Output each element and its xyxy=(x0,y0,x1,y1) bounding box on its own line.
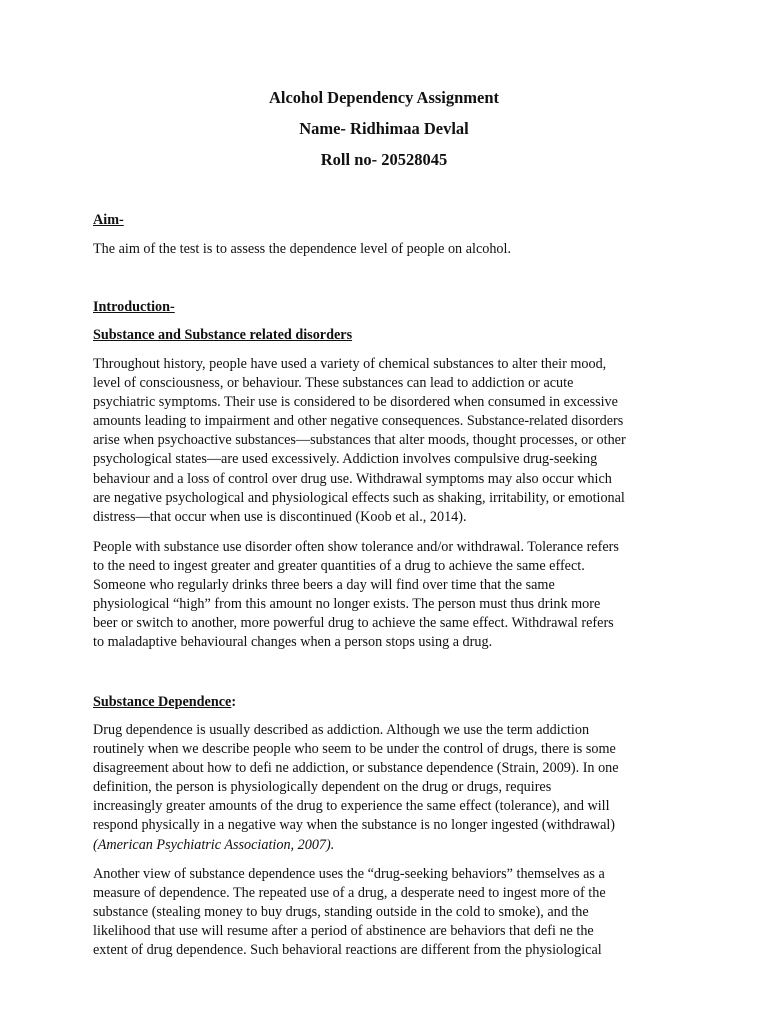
substance-dependence-heading xyxy=(93,693,236,711)
citation-line: (American Psychiatric Association, 2007). xyxy=(93,836,335,853)
dependence-paragraph-2 xyxy=(93,865,683,960)
paragraph-line: People with substance use disorder often show tolerance and/or withdrawal. Tolerance refers xyxy=(93,539,619,555)
paragraph-line: arise when psychoactive substances—substances that alter moods, thought processes, or other xyxy=(93,432,626,449)
aim-heading xyxy=(93,211,124,229)
substance-dependence-heading-colon: : xyxy=(231,694,237,710)
paragraph-line: Drug dependence is usually described as addiction. Although we use the term addiction xyxy=(93,722,590,738)
paragraph-line: likelihood that use will resume after a period of abstinence are behaviors that defi ne the xyxy=(93,923,594,940)
paragraph-line: routinely when we describe people who seem to be under the control of drugs, there is some xyxy=(93,741,616,758)
paragraph-line: extent of drug dependence. Such behavioral reactions are different from the physiological xyxy=(93,942,602,959)
paragraph-line: amounts leading to impairment and other negative consequences. Substance-related disorders xyxy=(93,413,624,430)
introduction-heading xyxy=(93,298,175,316)
paragraph-line: respond physically in a negative way when the substance is no longer ingested (withdrawal) xyxy=(93,817,616,834)
paragraph-line: measure of dependence. The repeated use of a drug, a desperate need to ingest more of the xyxy=(93,885,606,902)
paragraph-line: to maladaptive behavioural changes when a person stops using a drug. xyxy=(93,634,493,651)
paragraph-line: level of consciousness, or behaviour. These substances can lead to addiction or acute xyxy=(93,375,574,392)
paragraph-line: Another view of substance dependence uses the “drug-seeking behaviors” themselves as a xyxy=(93,866,605,882)
paragraph-line: psychiatric symptoms. Their use is considered to be disordered when consumed in excessive xyxy=(93,394,618,411)
aim-line: The aim of the test is to assess the dependence level of people on alcohol. xyxy=(93,241,512,257)
substance-disorders-subheading xyxy=(93,326,352,344)
aim-paragraph xyxy=(93,240,683,259)
paragraph-line: definition, the person is physiologically dependent on the drug or drugs, requires xyxy=(93,779,552,796)
paragraph-line: Throughout history, people have used a variety of chemical substances to alter their mood, xyxy=(93,356,607,372)
substance-dependence-heading-text: Substance Dependence xyxy=(93,694,232,710)
paragraph-line: Someone who regularly drinks three beers a day will find over time that the same xyxy=(93,577,555,594)
student-name: Name- Ridhimaa Devlal xyxy=(299,119,469,138)
introduction-heading-text: Introduction- xyxy=(93,299,175,315)
paragraph-line: substance (stealing money to buy drugs, standing outside in the cold to smoke), and the xyxy=(93,904,589,921)
paragraph-line: disagreement about how to defi ne addiction, or substance dependence (Strain, 2009). In one xyxy=(93,760,619,777)
paragraph-line: psychological states—are used excessively. Addiction involves compulsive drug-seeking xyxy=(93,451,598,468)
introduction-paragraph-1 xyxy=(93,355,683,527)
paragraph-line: are negative psychological and physiological effects such as shaking, irritability, or emotional xyxy=(93,489,625,506)
roll-number: Roll no- 20528045 xyxy=(320,150,448,169)
substance-disorders-subheading-text: Substance and Substance related disorders xyxy=(93,327,353,343)
paragraph-line: increasingly greater amounts of the drug to experience the same effect (tolerance), and will xyxy=(93,798,610,815)
dependence-paragraph-1 xyxy=(93,721,683,855)
introduction-paragraph-2 xyxy=(93,538,683,653)
paragraph-line: distress—that occur when use is discontinued (Koob et al., 2014). xyxy=(93,508,467,525)
paragraph-line: to the need to ingest greater and greater quantities of a drug to achieve the same effect. xyxy=(93,558,585,575)
paragraph-line: beer or switch to another, more powerful drug to achieve the same effect. Withdrawal refers xyxy=(93,615,614,632)
paragraph-line: behaviour and a loss of control over drug use. Withdrawal symptoms may also occur which xyxy=(93,470,612,487)
document-title: Alcohol Dependency Assignment xyxy=(268,88,500,107)
paragraph-line: physiological “high” from this amount no longer exists. The person must thus drink more xyxy=(93,596,601,613)
aim-heading-text: Aim- xyxy=(93,212,124,228)
